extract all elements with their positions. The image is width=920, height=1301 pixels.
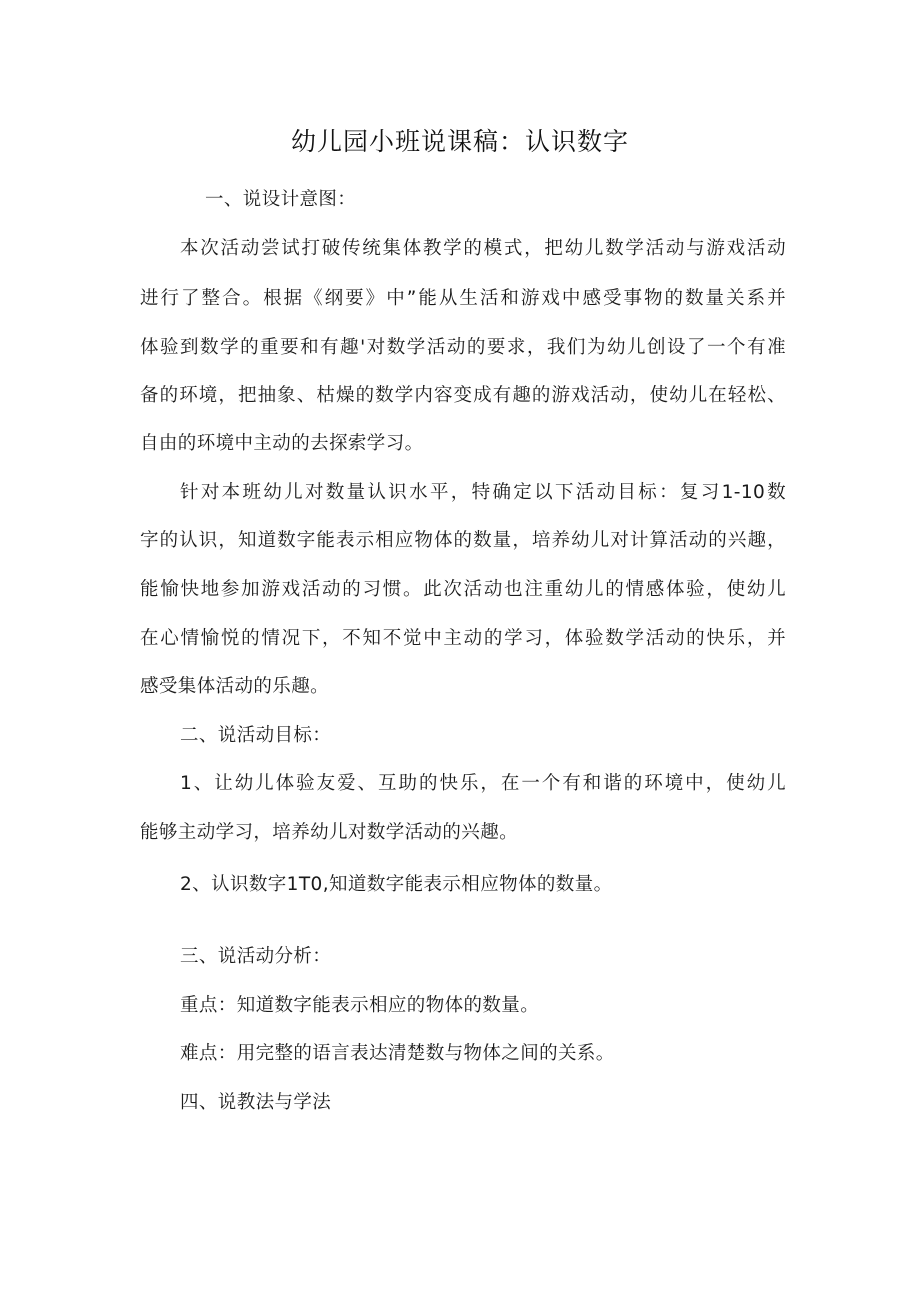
paragraph-line: 在心情愉悦的情况下，不知不觉中主动的学习，体验数学活动的快乐，并: [140, 628, 786, 649]
document-title: 幼儿园小班说课稿：认识数字: [290, 127, 629, 156]
section-heading-teaching-methods: 四、说教法与学法: [180, 1092, 332, 1113]
paragraph-line: 针对本班幼儿对数量认识水平，特确定以下活动目标：复习1-10数: [180, 482, 786, 503]
paragraph-line: 能愉快地参加游戏活动的习惯。此次活动也注重幼儿的情感体验，使幼儿: [140, 579, 786, 600]
paragraph-line: 本次活动尝试打破传统集体教学的模式，把幼儿数学活动与游戏活动: [180, 238, 786, 259]
paragraph-line: 进行了整合。根据《纲要》中”能从生活和游戏中感受事物的数量关系并: [140, 288, 786, 309]
goal-item-1-continued: 能够主动学习，培养幼儿对数学活动的兴趣。: [140, 822, 519, 843]
section-heading-activity-analysis: 三、说活动分析：: [180, 946, 332, 967]
goal-item-1: 1、让幼儿体验友爱、互助的快乐，在一个有和谐的环境中，使幼儿: [180, 773, 786, 794]
paragraph-line: 自由的环境中主动的去探索学习。: [140, 433, 424, 454]
paragraph-line: 字的认识，知道数字能表示相应物体的数量，培养幼儿对计算活动的兴趣，: [140, 530, 786, 551]
key-point: 重点：知道数字能表示相应的物体的数量。: [180, 995, 540, 1016]
goal-item-2: 2、认识数字1T0,知道数字能表示相应物体的数量。: [180, 874, 613, 895]
difficult-point: 难点：用完整的语言表达清楚数与物体之间的关系。: [180, 1043, 615, 1064]
paragraph-line: 备的环境，把抽象、枯燥的数学内容变成有趣的游戏活动，使幼儿在轻松、: [140, 385, 786, 406]
section-heading-design-intent: 一、说设计意图：: [205, 189, 357, 210]
paragraph-line: 体验到数学的重要和有趣'对数学活动的要求，我们为幼儿创设了一个有准: [140, 337, 786, 358]
paragraph-line: 感受集体活动的乐趣。: [140, 676, 330, 697]
section-heading-activity-goals: 二、说活动目标：: [180, 725, 332, 746]
